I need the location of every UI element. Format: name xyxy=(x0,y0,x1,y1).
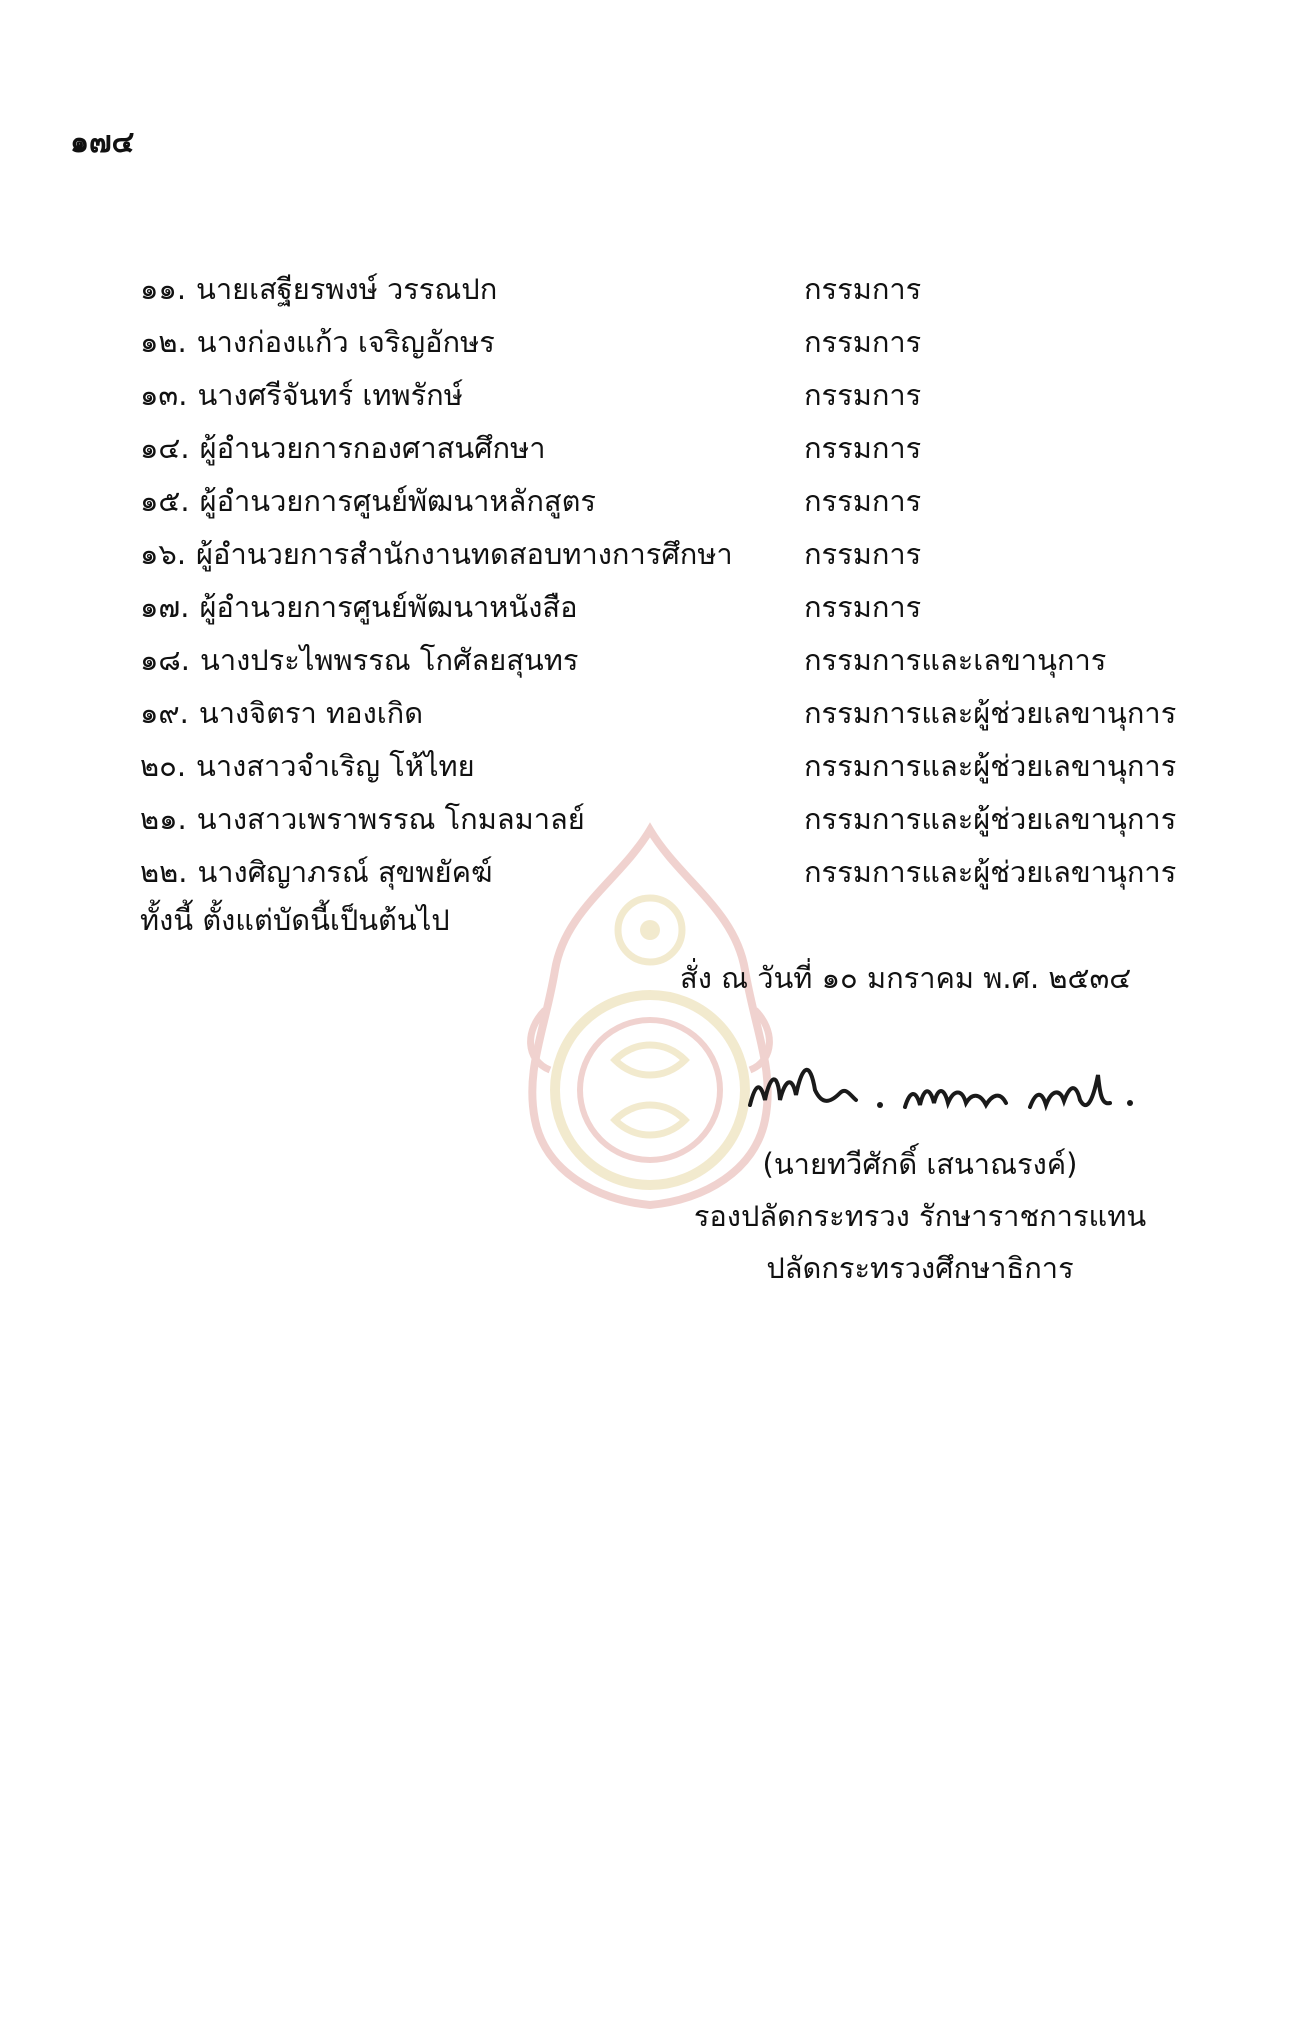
member-name: นางศิญาภรณ์ สุขพยัคฆ์ xyxy=(197,854,493,889)
member-row xyxy=(140,792,1180,845)
order-date: สั่ง ณ วันที่ ๑๐ มกราคม พ.ศ. ๒๕๓๔ xyxy=(680,961,1132,995)
member-number: ๑๓. xyxy=(140,377,188,412)
member-number: ๑๑. xyxy=(140,271,187,306)
member-number: ๒๑. xyxy=(140,801,187,836)
member-number: ๒๒. xyxy=(140,854,188,889)
member-role: กรรมการและผู้ช่วยเลขานุการ xyxy=(804,801,1177,836)
member-role: กรรมการ xyxy=(804,271,922,306)
committee-member-list xyxy=(140,262,1180,898)
member-row xyxy=(140,580,1180,633)
member-number: ๑๘. xyxy=(140,642,190,677)
member-row xyxy=(140,527,1180,580)
member-row xyxy=(140,739,1180,792)
member-row xyxy=(140,421,1180,474)
member-name: ผู้อำนวยการศูนย์พัฒนาหลักสูตร xyxy=(199,483,596,518)
member-role: กรรมการ xyxy=(804,536,922,571)
member-role: กรรมการ xyxy=(804,589,922,624)
signer-position-line1: รองปลัดกระทรวง รักษาราชการแทน xyxy=(693,1199,1147,1233)
signer-name: (นายทวีศักดิ์ เสนาณรงค์) xyxy=(762,1147,1078,1181)
member-number: ๑๙. xyxy=(140,695,189,730)
member-role: กรรมการและเลขานุการ xyxy=(804,642,1107,677)
signer-block xyxy=(660,1138,1180,1294)
member-row xyxy=(140,633,1180,686)
handwritten-signature xyxy=(730,1045,1160,1135)
member-name: นางศรีจันทร์ เทพรักษ์ xyxy=(197,377,463,412)
signer-position-line2: ปลัดกระทรวงศึกษาธิการ xyxy=(766,1251,1074,1285)
member-number: ๑๗. xyxy=(140,589,190,624)
member-role: กรรมการ xyxy=(804,430,922,465)
member-name: นางจิตรา ทองเกิด xyxy=(198,695,424,730)
member-name: นางประไพพรรณ โกศัลยสุนทร xyxy=(200,642,579,677)
member-number: ๑๕. xyxy=(140,483,190,518)
member-role: กรรมการและผู้ช่วยเลขานุการ xyxy=(804,695,1177,730)
member-row xyxy=(140,262,1180,315)
member-row xyxy=(140,686,1180,739)
member-name: นางก่องแก้ว เจริญอักษร xyxy=(196,324,495,359)
member-number: ๑๔. xyxy=(140,430,190,465)
member-role: กรรมการและผู้ช่วยเลขานุการ xyxy=(804,748,1177,783)
member-role: กรรมการ xyxy=(804,483,922,518)
member-name: ผู้อำนวยการกองศาสนศึกษา xyxy=(199,430,546,465)
member-number: ๑๖. xyxy=(140,536,187,571)
member-role: กรรมการ xyxy=(804,324,922,359)
member-row xyxy=(140,315,1180,368)
member-name: นางสาวจำเริญ โห้ไทย xyxy=(196,748,475,783)
member-row xyxy=(140,368,1180,421)
member-row xyxy=(140,845,1180,898)
member-name: นางสาวเพราพรรณ โกมลมาลย์ xyxy=(196,801,585,836)
member-number: ๑๒. xyxy=(140,324,187,359)
member-role: กรรมการ xyxy=(804,377,922,412)
member-number: ๒๐. xyxy=(140,748,187,783)
member-name: ผู้อำนวยการศูนย์พัฒนาหนังสือ xyxy=(199,589,578,624)
member-role: กรรมการและผู้ช่วยเลขานุการ xyxy=(804,854,1177,889)
member-name: ผู้อำนวยการสำนักงานทดสอบทางการศึกษา xyxy=(196,536,733,571)
effective-statement: ทั้งนี้ ตั้งแต่บัดนี้เป็นต้นไป xyxy=(140,903,450,937)
member-row xyxy=(140,474,1180,527)
member-name: นายเสฐียรพงษ์ วรรณปก xyxy=(196,271,498,306)
page-number: ๑๗๔ xyxy=(70,125,135,160)
